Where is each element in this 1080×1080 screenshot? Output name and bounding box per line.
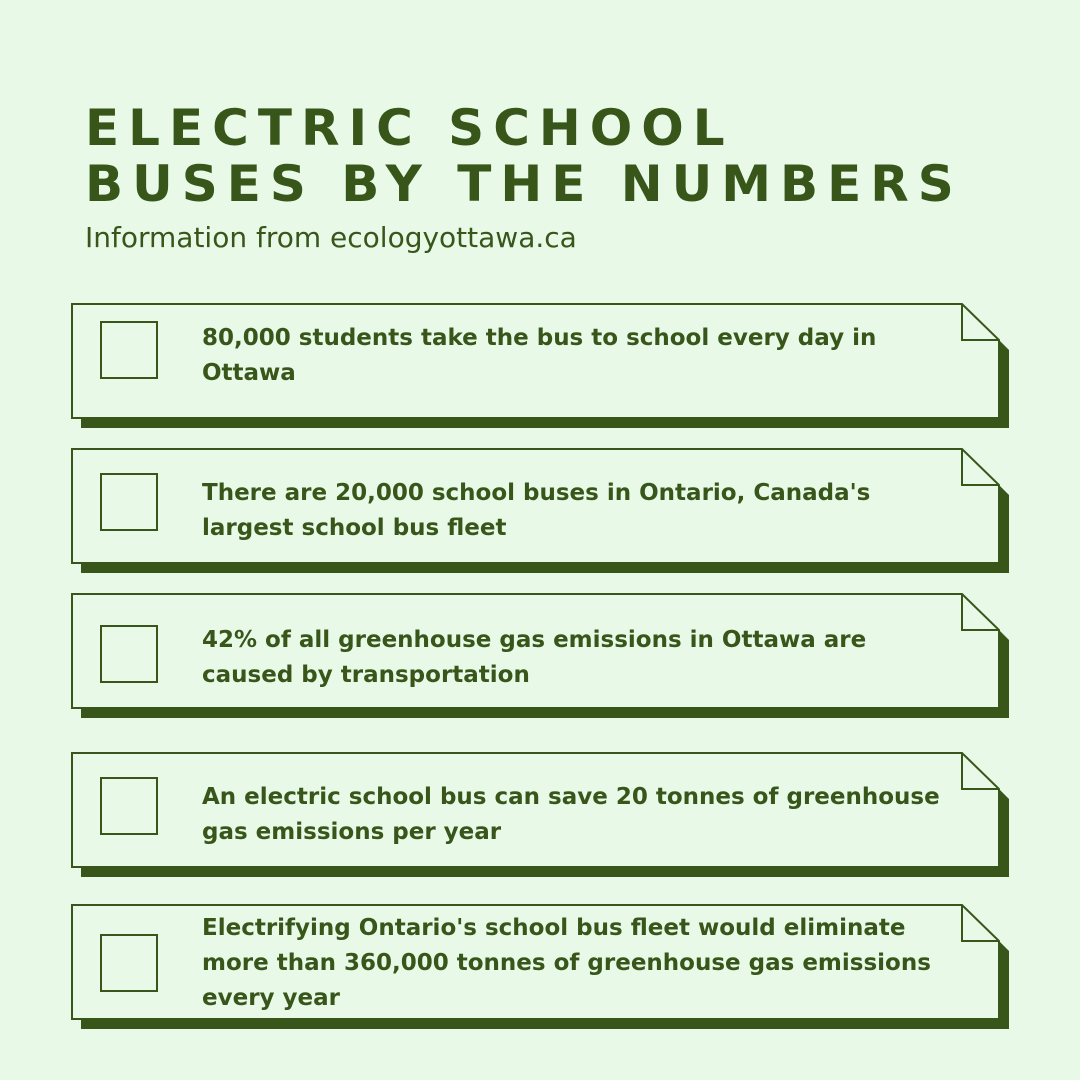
title-line-2: BUSES BY THE NUMBERS: [85, 155, 963, 213]
fact-text: There are 20,000 school buses in Ontario, Canada's largest school bus fleet: [202, 480, 871, 541]
title-line-1: ELECTRIC SCHOOL: [85, 99, 734, 157]
fact-card: [71, 593, 1009, 719]
fact-checkbox[interactable]: [100, 473, 158, 531]
source-subtitle: Information from ecologyottawa.ca: [85, 221, 577, 254]
fact-checkbox[interactable]: [100, 934, 158, 992]
fact-text: Electrifying Ontario's school bus fleet would eliminate more than 360,000 tonnes of greenhouse gas emissions every year: [202, 915, 931, 1011]
fact-text: 80,000 students take the bus to school every day in Ottawa: [202, 325, 877, 386]
fact-checkbox[interactable]: [100, 625, 158, 683]
fact-card: [71, 904, 1009, 1030]
fact-text: 42% of all greenhouse gas emissions in Ottawa are caused by transportation: [202, 627, 867, 688]
fact-checkbox[interactable]: [100, 321, 158, 379]
fact-card: [71, 752, 1009, 878]
fact-card: [71, 448, 1009, 574]
fact-checkbox[interactable]: [100, 777, 158, 835]
fact-text: An electric school bus can save 20 tonnes of greenhouse gas emissions per year: [202, 784, 940, 845]
fact-card: [71, 303, 1009, 429]
page-title: [85, 100, 963, 212]
